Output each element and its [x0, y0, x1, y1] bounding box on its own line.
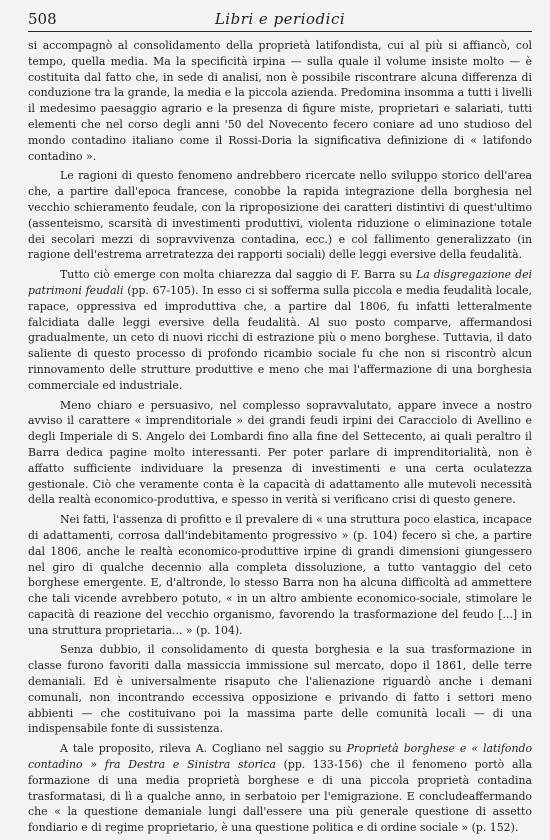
- text-run: (pp. 67-105). In esso ci si sofferma sulla piccola e media feudalità locale, rapace, oppressiva ed improduttiva che, a partire dal 1806, fu infatti letteralmente falcidiata dalle leggi eversive della feudalità. Al suo posto comparve, affermandosi gradualmente, un ceto di nuovi ricchi di estrazione più o meno borghese. Tuttavia, il dato saliente di questo processo di profondo ricambio sociale fu che non si riscontrò alcun rinnovamento delle strutture produttive e meno che mai l'affermazione di una borghesia commerciale ed industriale.: [28, 283, 532, 392]
- paragraph: [28, 741, 532, 836]
- paragraph: [28, 267, 532, 393]
- page-number: 508: [28, 10, 57, 28]
- paragraph: [28, 512, 532, 638]
- paragraph: [28, 642, 532, 737]
- text-run: A tale proposito, rileva A. Cogliano nel saggio su: [60, 742, 347, 756]
- page-header: [28, 8, 532, 30]
- body-text: [28, 38, 532, 840]
- text-run: si accompagnò al consolidamento della proprietà latifondista, cui al più si affiancò, col tempo, quella media. Ma la specificità irpina — sulla quale il volume insiste molto — è costituita dal fatto che, in sede di analisi, non è possibile riscontrare alcuna differenza di conduzione tra la grande, la media e la piccola azienda. Predomina insomma a tutti i livelli il medesimo paesaggio agrario e la presenza di figure miste, proprietari e salariati, tutti elementi che nel corso degli anni '50 del Novecento fecero coniare ad uno studioso del mondo contadino italiano come il Rossi-Doria la significativa definizione di « latifondo contadino ».: [28, 39, 532, 163]
- text-run: Senza dubbio, il consolidamento di questa borghesia e la sua trasformazione in classe furono favoriti dalla massiccia immissione sul mercato, dopo il 1861, delle terre demaniali. Ed è universalmente risaputo che l'alienazione riguardò anche i demani comunali, non incontrando eccessiva opposizione e privando di fatto i settori meno abbienti — che costituivano poi la massima parte delle comunità locali — di una indispensabile fonte di sussistenza.: [28, 643, 532, 736]
- text-run: Nei fatti, l'assenza di profitto e il prevalere di « una struttura poco elastica, incapace di adattamenti, corrosa dall'indebitamento progressivo » (p. 104) fecero sì che, a partire dal 1806, anche le realtà economico-produttive irpine di grandi dimensioni giungessero nel giro di qualche decennio alla completa dissoluzione, a tutto vantaggio del ceto borghese emergente. E, d'altronde, lo stesso Barra non ha alcuna difficoltà ad ammettere che tali vicende avrebbero potuto, « in un altro ambiente economico-sociale, stimolare le capacità di reazione del vecchio organismo, favorendo la trasformazione del feudo [...] in una struttura proprietaria... » (p. 104).: [28, 513, 532, 637]
- text-run: Le ragioni di questo fenomeno andrebbero ricercate nello sviluppo storico dell'area che, a partire dall'epoca francese, conobbe la rapida integrazione della borghesia nel vecchio schieramento feudale, con la riproposizione dei caratteri distintivi di quest'ultimo (assenteismo, scarsità di investimenti produttivi, violenta riduzione o eliminazione totale dei secolari mezzi di sopravvivenza contadina, ecc.) e col fallimento generalizzato (in ragione dell'estrema arretratezza dei rapporti sociali) delle leggi eversive della feudalità.: [28, 169, 532, 262]
- italic-title: Proprietà borghese e « latifondo contadino » fra Destra e Sinistra storica: [28, 742, 533, 772]
- header-rule: [28, 31, 532, 32]
- text-run: Meno chiaro e persuasivo, nel complesso sopravvalutato, appare invece a nostro avviso il carattere « imprenditoriale » dei grandi feudi irpini dei Caracciolo di Avellino e degli Imperiale di S. Angelo dei Lombardi fino alla fine del Settecento, ai quali peraltro il Barra dedica pagine molto interessanti. Per poter parlare di imprenditorialità, non è affatto sufficiente individuare la presenza di investimenti e una certa oculatezza gestionale. Ciò che veramente conta è la capacità di adattamento alle mutevoli necessità della realtà economico-produttiva, e spesso in verità si verificano crisi di questo genere.: [28, 398, 532, 507]
- paragraph: [28, 168, 532, 263]
- text-run: (pp. 133-156) che il fenomeno portò alla formazione di una media proprietà borghese e di una piccola proprietà contadina trasformatasi, di lì a qualche anno, in serbatoio per l'emigrazione. E concludeaffermando che « la questione demaniale lungi dall'essere una più generale questione di assetto fondiario e di regime proprietario, è una questione politica e di ordine sociale » (p. 152).: [28, 758, 532, 835]
- paragraph: [28, 38, 532, 164]
- italic-title: La disgregazione dei patrimoni feudali: [28, 268, 532, 297]
- paragraph: [28, 398, 532, 509]
- running-title: Libri e periodici: [214, 10, 346, 28]
- text-run: Tutto ciò emerge con molta chiarezza dal saggio di F. Barra su: [60, 268, 416, 282]
